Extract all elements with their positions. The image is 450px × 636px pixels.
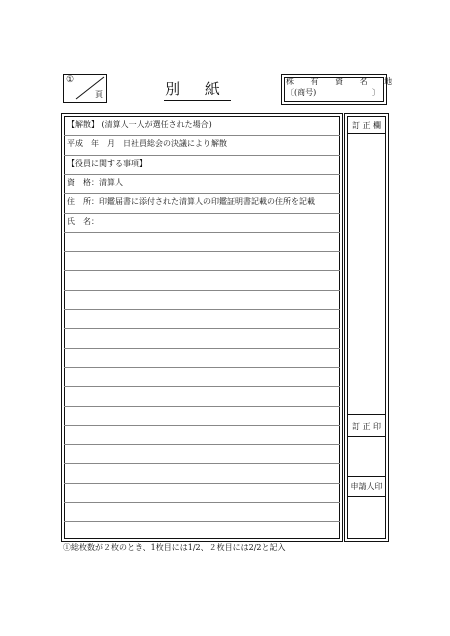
row-text: 氏 名： (67, 216, 99, 226)
row-divider (64, 367, 340, 368)
row-divider (64, 502, 340, 503)
page-circle-mark: ① (66, 75, 75, 85)
row-divider (64, 386, 340, 387)
holder-bracket-close: 〕 (372, 88, 380, 97)
row-divider (64, 270, 340, 271)
row-divider (64, 444, 340, 445)
row-text: 【役員に関する事項】 (67, 158, 147, 168)
row-divider (64, 425, 340, 426)
footnote: ①総枚数が２枚のとき、1枚目には1/2、２枚目には2/2と記入 (63, 543, 286, 552)
side-divider (347, 414, 386, 415)
applicant-seal-label: 申請人印 (350, 482, 383, 491)
side-divider (347, 133, 386, 134)
page-title: 別 紙 (164, 79, 231, 101)
row-divider (64, 483, 340, 484)
page-label: 頁 (95, 90, 103, 99)
side-divider (347, 496, 386, 497)
row-text: 平成 年 月 日社員総会の決議により解散 (67, 139, 227, 149)
row-divider (64, 521, 340, 522)
row-text: 住 所：印鑑届書に添付された清算人の印鑑証明書記載の住所を記載 (67, 197, 315, 207)
row-divider (64, 290, 340, 291)
page-number-box (63, 74, 107, 103)
side-divider (347, 436, 386, 437)
row-divider (64, 135, 340, 136)
holder-label: 株 有 資 名 地 (286, 77, 400, 86)
row-text: 資 格：清算人 (67, 177, 123, 187)
row-divider (64, 348, 340, 349)
row-divider (64, 251, 340, 252)
correction-column-label: 訂 正 欄 (351, 121, 382, 130)
holder-bracket-open: 〔(商号) (286, 88, 317, 97)
row-divider (64, 232, 340, 233)
row-divider (64, 213, 340, 214)
row-text: 【解散】 (清算人一人が選任された場合) (67, 120, 212, 129)
holder-box (281, 74, 400, 105)
side-divider (347, 476, 386, 477)
row-divider (64, 309, 340, 310)
correction-seal-label: 訂 正 印 (351, 422, 382, 431)
row-divider (64, 463, 340, 464)
row-divider (64, 193, 340, 194)
row-divider (64, 328, 340, 329)
row-divider (64, 155, 340, 156)
row-divider (64, 174, 340, 175)
row-divider (64, 406, 340, 407)
